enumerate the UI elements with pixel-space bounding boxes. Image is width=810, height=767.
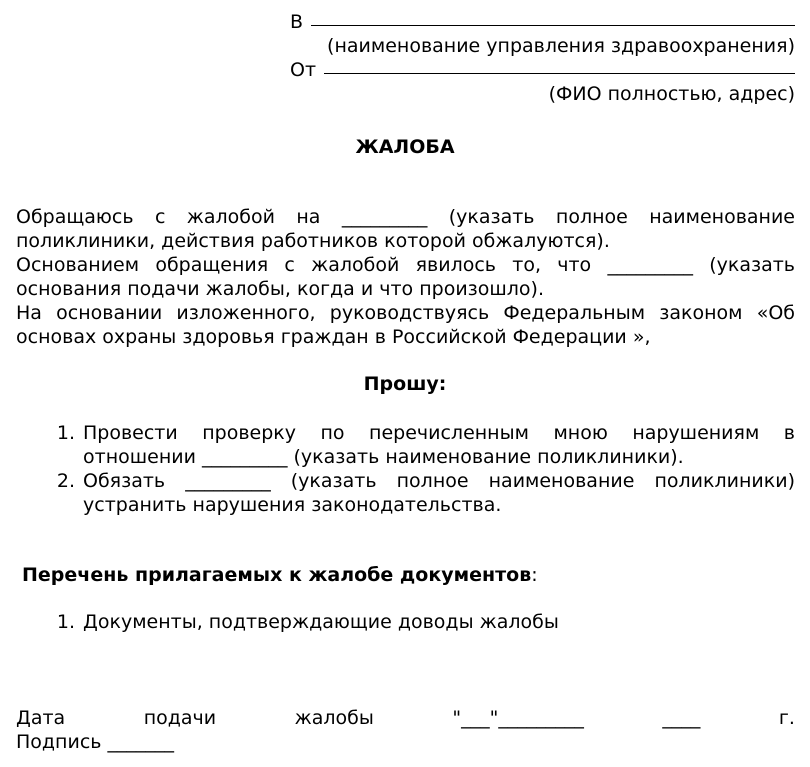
from-caption: (ФИО полностью, адрес) bbox=[548, 83, 795, 105]
date-word: подачи bbox=[143, 707, 217, 729]
body-paragraph: Основанием обращения с жалобой явилось то, что _________ (указать основания подачи жалобы, когда и что произошло). bbox=[16, 254, 795, 300]
request-list bbox=[16, 421, 795, 517]
body-paragraph: Обращаюсь с жалобой на _________ (указать полное наименование поликлиники, действия работников которой обжалуются). bbox=[16, 206, 795, 252]
attachments-heading bbox=[22, 564, 538, 586]
date-year-field[interactable]: ____ bbox=[662, 707, 701, 729]
to-caption: (наименование управления здравоохранения) bbox=[327, 35, 795, 57]
body-paragraph: На основании изложенного, руководствуясь Федеральным законом «Об основах охраны здоровья граждан в Российской Федерации », bbox=[16, 302, 795, 348]
attachments-list bbox=[16, 610, 795, 634]
date-word: жалобы bbox=[294, 707, 374, 729]
list-item bbox=[16, 421, 795, 469]
attachments-heading-colon: : bbox=[531, 564, 538, 586]
addressee-block bbox=[250, 10, 795, 106]
request-heading: Прошу: bbox=[363, 373, 447, 395]
attachments-heading-text: Перечень прилагаемых к жалобе документов bbox=[22, 564, 532, 586]
date-day-month-field[interactable]: "___"_________ bbox=[452, 707, 584, 729]
to-label: В bbox=[290, 11, 304, 33]
list-item-number: 2. bbox=[56, 470, 75, 492]
list-item bbox=[16, 610, 795, 634]
submission-date-line bbox=[16, 706, 795, 730]
signature-line[interactable]: Подпись _______ bbox=[16, 731, 175, 753]
date-year-suffix: г. bbox=[778, 707, 795, 729]
list-item bbox=[16, 469, 795, 517]
complaint-body bbox=[16, 205, 795, 349]
list-item-text: Провести проверку по перечисленным мною нарушениям в отношении _________ (указать наименование поликлиники). bbox=[83, 422, 795, 468]
to-line bbox=[250, 10, 795, 34]
list-item-text: Обязать _________ (указать полное наименование поликлиники) устранить нарушения законодательства. bbox=[83, 470, 795, 516]
from-line bbox=[250, 58, 795, 82]
list-item-number: 1. bbox=[56, 611, 75, 633]
document-title: ЖАЛОБА bbox=[355, 136, 455, 158]
signature-block bbox=[16, 706, 795, 754]
list-item-text: Документы, подтверждающие доводы жалобы bbox=[83, 611, 559, 633]
from-label: От bbox=[290, 59, 317, 81]
list-item-number: 1. bbox=[56, 422, 75, 444]
from-blank-field[interactable] bbox=[324, 57, 795, 74]
date-word: Дата bbox=[16, 707, 66, 729]
to-blank-field[interactable] bbox=[311, 9, 795, 26]
